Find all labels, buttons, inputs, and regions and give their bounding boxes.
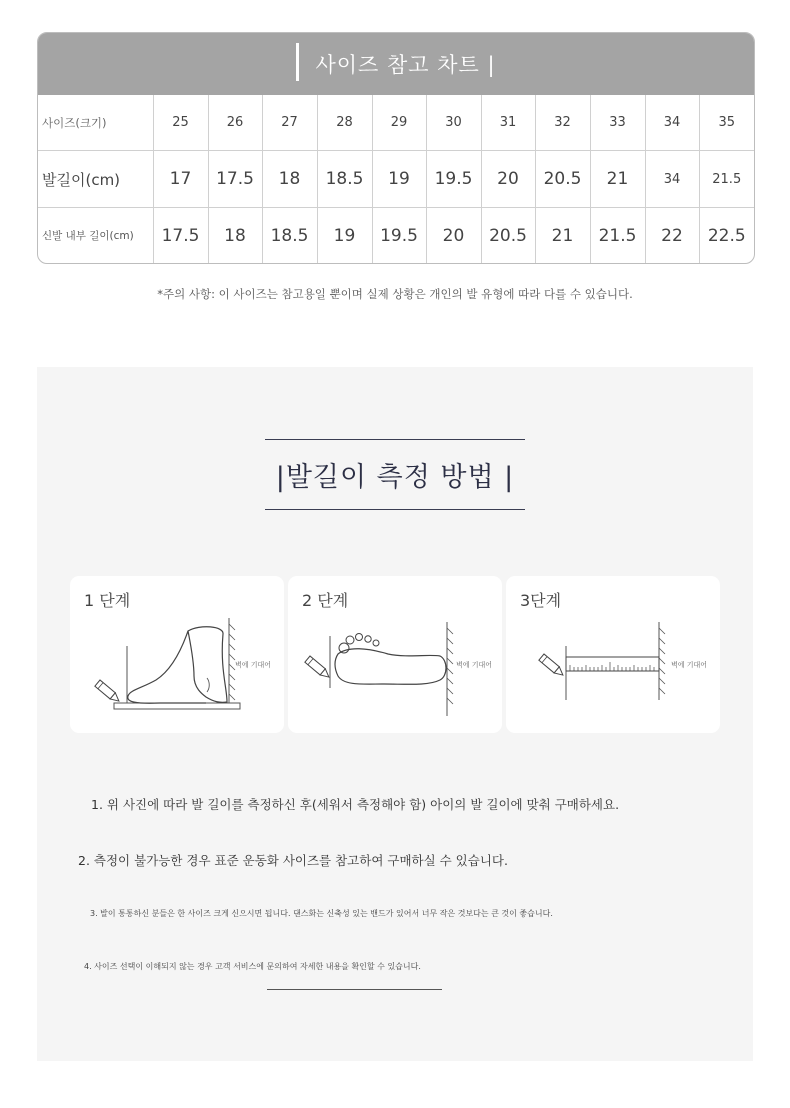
table-cell: 21 [535,208,590,264]
bottom-rule [267,989,442,990]
table-cell: 22.5 [699,208,754,264]
title-bar [296,43,299,81]
table-cell: 17.5 [208,151,262,208]
table-cell: 27 [262,95,317,151]
table-cell: 26 [208,95,262,151]
table-cell: 29 [372,95,426,151]
table-cell: 19 [372,151,426,208]
instruction-1: 1. 위 사진에 따라 발 길이를 측정하신 후(세워서 측정해야 함) 아이의 발 길이에 맞춰 구매하세요. [91,797,620,812]
row-header: 사이즈(크기) [38,95,153,151]
table-cell: 33 [590,95,645,151]
chart-header [38,33,754,95]
step-label: 2 단계 [302,591,349,610]
table-cell: 34 [645,151,699,208]
step-label: 3단계 [520,591,562,610]
table-cell: 18.5 [317,151,372,208]
step-card-1 [70,576,284,733]
chart-title [38,47,754,85]
table-cell: 19.5 [426,151,481,208]
table-cell: 21.5 [590,208,645,264]
step-card-2 [288,576,502,733]
step-label: 1 단계 [84,591,131,610]
table-row [38,95,754,151]
wall-label: 벽에 기대어 [235,661,272,669]
row-header: 발길이(cm) [38,151,153,208]
chart-note: *주의 사항: 이 사이즈는 참고용일 뿐이며 실제 상황은 개인의 발 유형에 따라 다를 수 있습니다. [157,287,633,301]
step-card-3 [506,576,720,733]
measure-section [37,367,753,1061]
title-rule-top [265,439,525,440]
table-cell: 21 [590,151,645,208]
wall-label: 벽에 기대어 [456,661,493,669]
chart-title-text: 사이즈 참고 차트 | [315,53,496,77]
table-cell: 21.5 [699,151,754,208]
size-chart [37,32,755,264]
table-cell: 20.5 [535,151,590,208]
table-cell: 34 [645,95,699,151]
table-cell: 25 [153,95,208,151]
table-row [38,151,754,208]
table-row [38,208,754,264]
table-cell: 20.5 [481,208,535,264]
size-table [38,95,754,263]
table-cell: 20 [426,208,481,264]
table-cell: 18 [262,151,317,208]
row-header: 신발 내부 길이(cm) [38,208,153,264]
table-cell: 19 [317,208,372,264]
instruction-2: 2. 측정이 불가능한 경우 표준 운동화 사이즈를 참고하여 구매하실 수 있습니다. [78,853,508,868]
table-cell: 31 [481,95,535,151]
wall-label: 벽에 기대어 [671,661,708,669]
table-cell: 18 [208,208,262,264]
table-cell: 30 [426,95,481,151]
title-rule-bottom [265,509,525,510]
measure-title: |발길이 측정 방법 | [275,462,515,493]
table-cell: 18.5 [262,208,317,264]
table-cell: 19.5 [372,208,426,264]
table-cell: 20 [481,151,535,208]
table-cell: 22 [645,208,699,264]
table-cell: 35 [718,115,736,130]
table-cell: 17.5 [153,208,208,264]
table-cell: 17 [153,151,208,208]
instruction-4: 4. 사이즈 선택이 이해되지 않는 경우 고객 서비스에 문의하여 자세한 내용을 확인할 수 있습니다. [84,962,421,971]
instruction-3: 3. 발이 통통하신 분들은 한 사이즈 크게 신으시면 됩니다. 댄스화는 신축성 있는 밴드가 있어서 너무 작은 것보다는 큰 것이 좋습니다. [90,909,553,918]
table-cell: 28 [317,95,372,151]
table-cell: 32 [535,95,590,151]
